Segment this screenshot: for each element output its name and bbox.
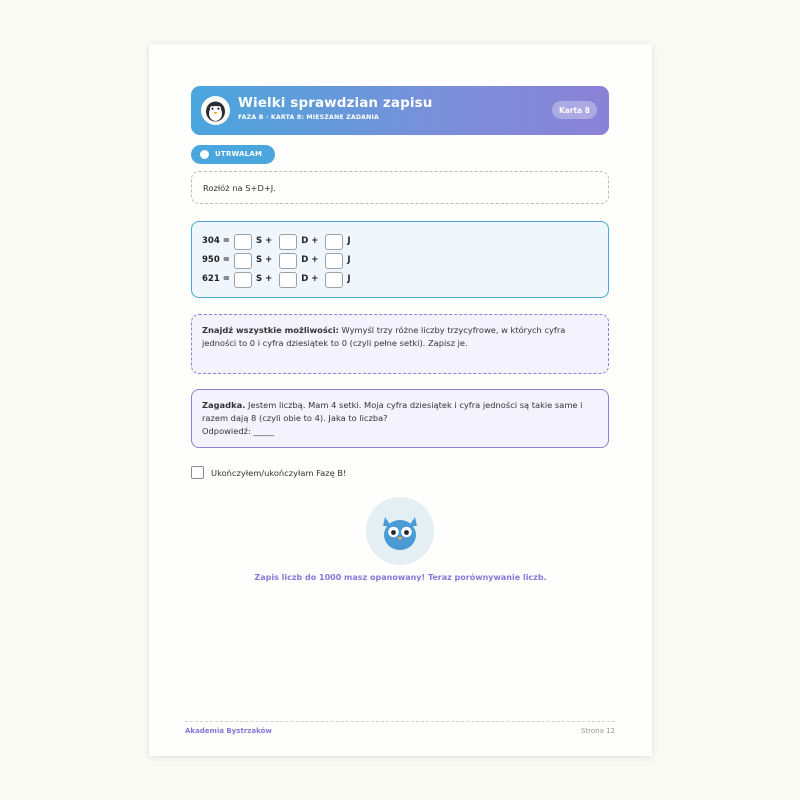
section-pill-label: UTRWALAM <box>215 150 263 158</box>
exercise-row <box>202 251 598 270</box>
place-label: D + <box>301 255 319 265</box>
place-label: J <box>347 274 351 284</box>
exercise-row <box>202 232 598 251</box>
exercise-number: 621 = <box>202 274 230 284</box>
exercise-row <box>202 270 598 289</box>
footer-page-number: Strona 12 <box>580 727 615 735</box>
riddle-label: Zagadka. <box>202 400 246 410</box>
place-label: S + <box>256 236 273 246</box>
place-label: S + <box>256 255 273 265</box>
answer-blank[interactable] <box>325 272 343 288</box>
page-subtitle: FAZA B · KARTA 8: MIESZANE ZADANIA <box>238 114 380 121</box>
footer-brand: Akademia Bystrzaków <box>185 727 272 735</box>
answer-blank[interactable] <box>234 234 252 250</box>
closing-message: Zapis liczb do 1000 masz opanowany! Teraz porównywanie liczb. <box>254 573 547 582</box>
answer-blank[interactable] <box>279 272 297 288</box>
place-label: D + <box>301 236 319 246</box>
exercises-box <box>191 221 609 298</box>
footer-divider <box>185 721 615 722</box>
place-label: J <box>347 255 351 265</box>
exercise-number: 304 = <box>202 236 230 246</box>
exercise-number: 950 = <box>202 255 230 265</box>
instruction-box <box>191 171 609 204</box>
answer-blank[interactable] <box>234 272 252 288</box>
riddle-box <box>191 389 609 448</box>
instruction-text: Rozłóż na S+D+J. <box>203 183 276 193</box>
completion-row[interactable] <box>191 466 346 479</box>
dot-icon <box>200 150 209 159</box>
answer-blank[interactable] <box>325 253 343 269</box>
answer-blank[interactable] <box>279 234 297 250</box>
completion-label: Ukończyłem/ukończyłam Fazę B! <box>211 467 347 478</box>
worksheet-header <box>191 86 609 135</box>
place-label: D + <box>301 274 319 284</box>
card-badge: Karta 8 <box>552 101 597 119</box>
answer-blank[interactable] <box>279 253 297 269</box>
answer-blank[interactable] <box>234 253 252 269</box>
section-pill <box>191 145 275 164</box>
penguin-icon <box>201 96 230 125</box>
possibilities-label: Znajdź wszystkie możliwości: <box>202 325 339 335</box>
riddle-text: Jestem liczbą. Mam 4 setki. Moja cyfra dziesiątek i cyfra jedności są takie same i razem dają 8 (czyli obie to 4). Jaka to liczba? <box>202 400 583 423</box>
page-title: Wielki sprawdzian zapisu <box>238 95 433 111</box>
riddle-answer-line[interactable]: Odpowiedź: _____ <box>202 426 275 436</box>
worksheet-page <box>149 44 652 756</box>
place-label: J <box>347 236 351 246</box>
answer-blank[interactable] <box>325 234 343 250</box>
completion-checkbox[interactable] <box>191 466 204 479</box>
place-label: S + <box>256 274 273 284</box>
owl-icon <box>366 497 434 565</box>
possibilities-text: Wymyśl trzy różne liczby trzycyfrowe, w których cyfra jedności to 0 i cyfra dziesiątek to 0 (czyli pełne setki). Zapisz je. <box>202 325 566 348</box>
possibilities-box <box>191 314 609 374</box>
